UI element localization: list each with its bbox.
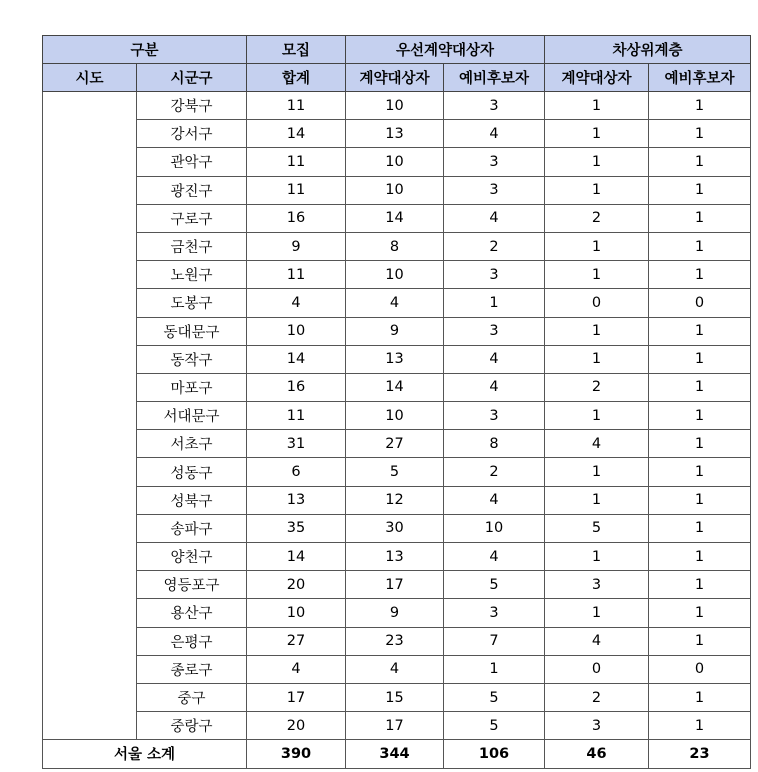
n-reserve-cell: 1 (649, 232, 751, 260)
subtotal-n-reserve: 23 (649, 740, 751, 768)
n-contract-cell: 3 (545, 571, 649, 599)
n-reserve-cell: 1 (649, 148, 751, 176)
n-reserve-cell: 1 (649, 514, 751, 542)
n-contract-cell: 0 (545, 289, 649, 317)
n-contract-cell: 1 (545, 92, 649, 120)
total-cell: 13 (247, 486, 346, 514)
table-row (43, 373, 751, 401)
n-contract-cell: 2 (545, 683, 649, 711)
district-cell: 금천구 (137, 232, 247, 260)
p-contract-cell: 23 (346, 627, 444, 655)
p-contract-cell: 15 (346, 683, 444, 711)
district-cell: 중랑구 (137, 712, 247, 740)
total-cell: 10 (247, 599, 346, 627)
total-cell: 14 (247, 120, 346, 148)
n-reserve-cell: 1 (649, 120, 751, 148)
total-cell: 35 (247, 514, 346, 542)
total-cell: 16 (247, 204, 346, 232)
subtotal-label: 서울 소계 (43, 740, 247, 768)
p-contract-cell: 10 (346, 92, 444, 120)
subtotal-p-contract: 344 (346, 740, 444, 768)
p-contract-cell: 4 (346, 289, 444, 317)
n-reserve-cell: 1 (649, 92, 751, 120)
p-contract-cell: 30 (346, 514, 444, 542)
table-row (43, 571, 751, 599)
header-priority-reserve: 예비후보자 (444, 64, 545, 92)
header-recruit: 모집 (247, 36, 346, 64)
p-reserve-cell: 3 (444, 176, 545, 204)
p-contract-cell: 13 (346, 120, 444, 148)
p-reserve-cell: 3 (444, 261, 545, 289)
district-cell: 양천구 (137, 543, 247, 571)
header-sido: 시도 (43, 64, 137, 92)
p-reserve-cell: 3 (444, 317, 545, 345)
table-row (43, 345, 751, 373)
total-cell: 17 (247, 683, 346, 711)
total-cell: 4 (247, 289, 346, 317)
total-cell: 31 (247, 430, 346, 458)
subtotal-p-reserve: 106 (444, 740, 545, 768)
table-row (43, 289, 751, 317)
n-reserve-cell: 0 (649, 655, 751, 683)
p-reserve-cell: 3 (444, 92, 545, 120)
district-cell: 동작구 (137, 345, 247, 373)
p-reserve-cell: 3 (444, 599, 545, 627)
n-reserve-cell: 0 (649, 289, 751, 317)
total-cell: 11 (247, 92, 346, 120)
p-reserve-cell: 5 (444, 571, 545, 599)
p-contract-cell: 9 (346, 599, 444, 627)
table-row (43, 599, 751, 627)
p-contract-cell: 10 (346, 148, 444, 176)
header-priority: 우선계약대상자 (346, 36, 545, 64)
p-reserve-cell: 3 (444, 148, 545, 176)
n-reserve-cell: 1 (649, 261, 751, 289)
table-row (43, 232, 751, 260)
n-contract-cell: 2 (545, 373, 649, 401)
header-row-top (43, 36, 751, 64)
n-reserve-cell: 1 (649, 712, 751, 740)
n-contract-cell: 1 (545, 261, 649, 289)
n-reserve-cell: 1 (649, 204, 751, 232)
total-cell: 11 (247, 148, 346, 176)
p-contract-cell: 10 (346, 261, 444, 289)
table-row (43, 204, 751, 232)
p-contract-cell: 14 (346, 204, 444, 232)
district-cell: 종로구 (137, 655, 247, 683)
total-cell: 16 (247, 373, 346, 401)
total-cell: 6 (247, 458, 346, 486)
p-reserve-cell: 4 (444, 120, 545, 148)
n-contract-cell: 4 (545, 430, 649, 458)
p-reserve-cell: 1 (444, 289, 545, 317)
p-reserve-cell: 7 (444, 627, 545, 655)
header-near-reserve: 예비후보자 (649, 64, 751, 92)
table-row (43, 176, 751, 204)
n-contract-cell: 3 (545, 712, 649, 740)
n-reserve-cell: 1 (649, 486, 751, 514)
p-reserve-cell: 4 (444, 204, 545, 232)
p-reserve-cell: 8 (444, 430, 545, 458)
n-contract-cell: 1 (545, 176, 649, 204)
n-contract-cell: 2 (545, 204, 649, 232)
table-row (43, 402, 751, 430)
p-reserve-cell: 3 (444, 402, 545, 430)
n-reserve-cell: 1 (649, 599, 751, 627)
total-cell: 27 (247, 627, 346, 655)
p-reserve-cell: 4 (444, 486, 545, 514)
n-contract-cell: 0 (545, 655, 649, 683)
table-row (43, 543, 751, 571)
table-row (43, 148, 751, 176)
n-reserve-cell: 1 (649, 373, 751, 401)
sido-cell (43, 92, 137, 740)
n-reserve-cell: 1 (649, 543, 751, 571)
n-reserve-cell: 1 (649, 683, 751, 711)
p-contract-cell: 9 (346, 317, 444, 345)
table-row (43, 683, 751, 711)
p-contract-cell: 17 (346, 712, 444, 740)
table-row (43, 430, 751, 458)
n-reserve-cell: 1 (649, 571, 751, 599)
header-near-poverty: 차상위계층 (545, 36, 751, 64)
header-category: 구분 (43, 36, 247, 64)
n-contract-cell: 1 (545, 232, 649, 260)
header-priority-contract: 계약대상자 (346, 64, 444, 92)
subtotal-total: 390 (247, 740, 346, 768)
total-cell: 4 (247, 655, 346, 683)
n-reserve-cell: 1 (649, 402, 751, 430)
table-row (43, 317, 751, 345)
n-contract-cell: 1 (545, 599, 649, 627)
district-cell: 성동구 (137, 458, 247, 486)
district-cell: 영등포구 (137, 571, 247, 599)
p-reserve-cell: 10 (444, 514, 545, 542)
p-contract-cell: 8 (346, 232, 444, 260)
total-cell: 11 (247, 261, 346, 289)
header-sigungu: 시군구 (137, 64, 247, 92)
district-cell: 동대문구 (137, 317, 247, 345)
n-reserve-cell: 1 (649, 317, 751, 345)
table-row (43, 514, 751, 542)
p-reserve-cell: 4 (444, 373, 545, 401)
header-total: 합계 (247, 64, 346, 92)
district-cell: 광진구 (137, 176, 247, 204)
table-row (43, 655, 751, 683)
p-reserve-cell: 1 (444, 655, 545, 683)
total-cell: 9 (247, 232, 346, 260)
p-contract-cell: 12 (346, 486, 444, 514)
district-cell: 도봉구 (137, 289, 247, 317)
n-reserve-cell: 1 (649, 176, 751, 204)
district-cell: 강북구 (137, 92, 247, 120)
p-contract-cell: 13 (346, 543, 444, 571)
table-body (43, 92, 751, 769)
district-cell: 서대문구 (137, 402, 247, 430)
n-contract-cell: 1 (545, 120, 649, 148)
n-contract-cell: 1 (545, 402, 649, 430)
table-row (43, 458, 751, 486)
p-contract-cell: 27 (346, 430, 444, 458)
total-cell: 14 (247, 345, 346, 373)
subtotal-row (43, 740, 751, 768)
p-contract-cell: 10 (346, 176, 444, 204)
n-contract-cell: 4 (545, 627, 649, 655)
p-contract-cell: 13 (346, 345, 444, 373)
p-reserve-cell: 5 (444, 683, 545, 711)
n-contract-cell: 5 (545, 514, 649, 542)
table-row (43, 712, 751, 740)
district-cell: 은평구 (137, 627, 247, 655)
p-reserve-cell: 2 (444, 458, 545, 486)
district-cell: 송파구 (137, 514, 247, 542)
n-reserve-cell: 1 (649, 458, 751, 486)
district-cell: 용산구 (137, 599, 247, 627)
n-contract-cell: 1 (545, 148, 649, 176)
district-cell: 마포구 (137, 373, 247, 401)
n-contract-cell: 1 (545, 543, 649, 571)
n-contract-cell: 1 (545, 458, 649, 486)
p-contract-cell: 10 (346, 402, 444, 430)
n-reserve-cell: 1 (649, 345, 751, 373)
table-row (43, 120, 751, 148)
recruitment-table (42, 35, 751, 769)
table-row (43, 261, 751, 289)
total-cell: 10 (247, 317, 346, 345)
p-reserve-cell: 4 (444, 543, 545, 571)
district-cell: 중구 (137, 683, 247, 711)
p-contract-cell: 14 (346, 373, 444, 401)
district-cell: 구로구 (137, 204, 247, 232)
n-contract-cell: 1 (545, 486, 649, 514)
header-near-contract: 계약대상자 (545, 64, 649, 92)
total-cell: 11 (247, 402, 346, 430)
district-cell: 노원구 (137, 261, 247, 289)
n-reserve-cell: 1 (649, 627, 751, 655)
district-cell: 강서구 (137, 120, 247, 148)
header-row-sub (43, 64, 751, 92)
n-contract-cell: 1 (545, 317, 649, 345)
table-row (43, 486, 751, 514)
district-cell: 관악구 (137, 148, 247, 176)
total-cell: 20 (247, 571, 346, 599)
p-contract-cell: 17 (346, 571, 444, 599)
district-cell: 성북구 (137, 486, 247, 514)
district-cell: 서초구 (137, 430, 247, 458)
total-cell: 11 (247, 176, 346, 204)
p-contract-cell: 4 (346, 655, 444, 683)
p-contract-cell: 5 (346, 458, 444, 486)
table-row (43, 92, 751, 120)
subtotal-n-contract: 46 (545, 740, 649, 768)
total-cell: 20 (247, 712, 346, 740)
total-cell: 14 (247, 543, 346, 571)
p-reserve-cell: 2 (444, 232, 545, 260)
p-reserve-cell: 5 (444, 712, 545, 740)
n-reserve-cell: 1 (649, 430, 751, 458)
n-contract-cell: 1 (545, 345, 649, 373)
table-row (43, 627, 751, 655)
p-reserve-cell: 4 (444, 345, 545, 373)
